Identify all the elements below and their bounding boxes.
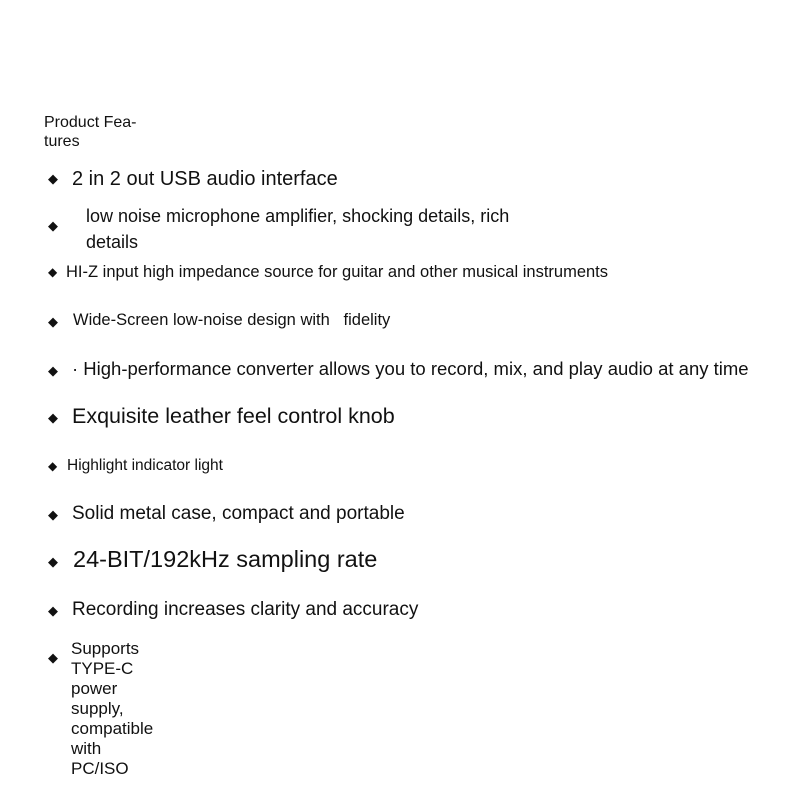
feature-text: · High-performance converter allows you to record, mix, and play audio at any time [72, 358, 749, 379]
diamond-bullet-icon: ◆ [48, 363, 58, 378]
feature-text: Highlight indicator light [67, 457, 223, 474]
feature-text: Recording increases clarity and accuracy [72, 599, 419, 620]
feature-text-continued: details [86, 232, 139, 252]
feature-text: Supports TYPE-C power supply, compatible with PC/ISO [71, 639, 154, 778]
feature-text: 2 in 2 out USB audio interface [72, 168, 338, 190]
feature-text: 24-BIT/192kHz sampling rate [73, 546, 378, 572]
diamond-bullet-icon: ◆ [48, 603, 58, 618]
diamond-bullet-icon: ◆ [48, 410, 58, 425]
feature-text: Solid metal case, compact and portable [72, 503, 405, 524]
diamond-bullet-icon: ◆ [48, 218, 58, 233]
diamond-bullet-icon: ◆ [48, 554, 58, 569]
diamond-bullet-icon: ◆ [48, 265, 58, 279]
feature-text: HI-Z input high impedance source for guitar and other musical instruments [66, 263, 609, 281]
diamond-bullet-icon: ◆ [48, 459, 58, 473]
diamond-bullet-icon: ◆ [48, 171, 58, 186]
feature-text: Wide-Screen low-noise design with fidelity [73, 311, 391, 329]
feature-text: low noise microphone amplifier, shocking details, rich [86, 206, 510, 226]
diamond-bullet-icon: ◆ [48, 507, 58, 522]
product-features-title: Product Fea- tures [44, 114, 137, 150]
diamond-bullet-icon: ◆ [48, 314, 58, 329]
diamond-bullet-icon: ◆ [48, 650, 58, 665]
feature-text: Exquisite leather feel control knob [72, 404, 395, 428]
